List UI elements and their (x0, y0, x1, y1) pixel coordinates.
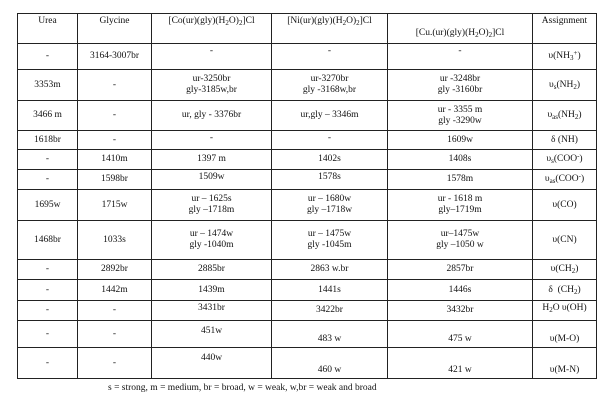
table-row (18, 70, 597, 101)
cell-glycine: - (78, 70, 152, 101)
cell-assignment: $\upsilon(NH_3^+)$ (533, 44, 597, 70)
cell-ni: 483 w (272, 321, 388, 348)
cell-glycine: - (78, 301, 152, 321)
cell-cu: 1408s (388, 150, 533, 170)
cell-cu: 2857br (388, 260, 533, 280)
cell-ni: 1578s (272, 170, 388, 190)
cell-urea: 1468br (18, 221, 78, 260)
cell-ni: 460 w (272, 348, 388, 379)
cell-ni: - (272, 131, 388, 150)
table-row (18, 260, 597, 280)
cell-assignment: υ(CN) (533, 221, 597, 260)
cell-ni: ur – 1680w gly –1718w (272, 190, 388, 221)
cell-cu: ur - 1618 m gly–1719m (388, 190, 533, 221)
cell-assignment: υ(CO) (533, 190, 597, 221)
cell-cu: 1609w (388, 131, 533, 150)
cell-co: ur – 1625s gly –1718m (152, 190, 272, 221)
cell-co: ur-3250br gly-3185w,br (152, 70, 272, 101)
ir-spectra-table (17, 13, 597, 379)
cell-glycine: - (78, 101, 152, 131)
header-row (18, 14, 597, 44)
cell-glycine: 2892br (78, 260, 152, 280)
cell-urea: - (18, 301, 78, 321)
cell-ni: 1441s (272, 280, 388, 301)
cell-co: 2885br (152, 260, 272, 280)
header-cu-complex: $[Cu.(ur)(gly)(H_2O)_2]Cl$ (388, 14, 533, 44)
cell-urea: - (18, 44, 78, 70)
cell-co: 1397 m (152, 150, 272, 170)
table-row (18, 301, 597, 321)
abbreviation-legend: s = strong, m = medium, br = broad, w = weak, w,br = weak and broad (108, 383, 377, 393)
table-row (18, 150, 597, 170)
cell-urea: 3466 m (18, 101, 78, 131)
cell-ni: 1402s (272, 150, 388, 170)
header-urea: Urea (18, 14, 78, 44)
cell-assignment: δ (NH) (533, 131, 597, 150)
cell-ni: 3422br (272, 301, 388, 321)
cell-ni: ur-3270br gly -3168w,br (272, 70, 388, 101)
cell-glycine: - (78, 131, 152, 150)
cell-co: 3431br (152, 301, 272, 321)
cell-co: 1439m (152, 280, 272, 301)
cell-assignment: υ(M-N) (533, 348, 597, 379)
table-row (18, 221, 597, 260)
cell-ni: - (272, 44, 388, 70)
cell-glycine: 1715w (78, 190, 152, 221)
cell-assignment: $\upsilon_s(NH_2)$ (533, 70, 597, 101)
cell-co: ur, gly - 3376br (152, 101, 272, 131)
cell-co: - (152, 44, 272, 70)
cell-cu: - (388, 44, 533, 70)
cell-glycine: 1442m (78, 280, 152, 301)
cell-urea: 1695w (18, 190, 78, 221)
header-co-complex: $[Co(ur)(gly)(H_2O)_2]Cl$ (152, 14, 272, 44)
table-row (18, 280, 597, 301)
table-row (18, 348, 597, 379)
cell-glycine: 1598br (78, 170, 152, 190)
cell-cu: ur - 3355 m gly -3290w (388, 101, 533, 131)
cell-ni: ur – 1475w gly -1045m (272, 221, 388, 260)
cell-cu: 1446s (388, 280, 533, 301)
cell-glycine: - (78, 321, 152, 348)
table-row (18, 131, 597, 150)
table-row (18, 170, 597, 190)
cell-assignment: $\upsilon_{as}(COO^-)$ (533, 170, 597, 190)
header-glycine: Glycine (78, 14, 152, 44)
cell-co: 451w (152, 321, 272, 348)
cell-cu: ur–1475w gly –1050 w (388, 221, 533, 260)
cell-ni: ur,gly – 3346m (272, 101, 388, 131)
cell-urea: - (18, 150, 78, 170)
table-row (18, 44, 597, 70)
cell-assignment: $\upsilon(CH_2)$ (533, 260, 597, 280)
cell-assignment: $\upsilon_{as}(NH_2)$ (533, 101, 597, 131)
table-row (18, 190, 597, 221)
cell-assignment: $H_2O$ υ(OH) (533, 301, 597, 321)
cell-urea: - (18, 280, 78, 301)
table-row (18, 101, 597, 131)
cell-assignment: υ(M-O) (533, 321, 597, 348)
cell-urea: - (18, 170, 78, 190)
cell-co: ur – 1474w gly -1040m (152, 221, 272, 260)
cell-urea: 1618br (18, 131, 78, 150)
cell-cu: ur -3248br gly -3160br (388, 70, 533, 101)
cell-co: 1509w (152, 170, 272, 190)
cell-cu: 421 w (388, 348, 533, 379)
cell-assignment: $\upsilon_s(COO^-)$ (533, 150, 597, 170)
cell-glycine: 3164-3007br (78, 44, 152, 70)
cell-glycine: 1410m (78, 150, 152, 170)
header-ni-complex: $[Ni(ur)(gly)(H_2O)_2]Cl$ (272, 14, 388, 44)
cell-co: - (152, 131, 272, 150)
cell-assignment: δ $(CH_2)$ (533, 280, 597, 301)
cell-cu: 3432br (388, 301, 533, 321)
header-assignment: Assignment (533, 14, 597, 44)
cell-urea: - (18, 260, 78, 280)
cell-glycine: - (78, 348, 152, 379)
cell-co: 440w (152, 348, 272, 379)
cell-ni: 2863 w.br (272, 260, 388, 280)
cell-cu: 1578m (388, 170, 533, 190)
table-row (18, 321, 597, 348)
cell-urea: - (18, 348, 78, 379)
cell-urea: 3353m (18, 70, 78, 101)
cell-urea: - (18, 321, 78, 348)
cell-cu: 475 w (388, 321, 533, 348)
cell-glycine: 1033s (78, 221, 152, 260)
